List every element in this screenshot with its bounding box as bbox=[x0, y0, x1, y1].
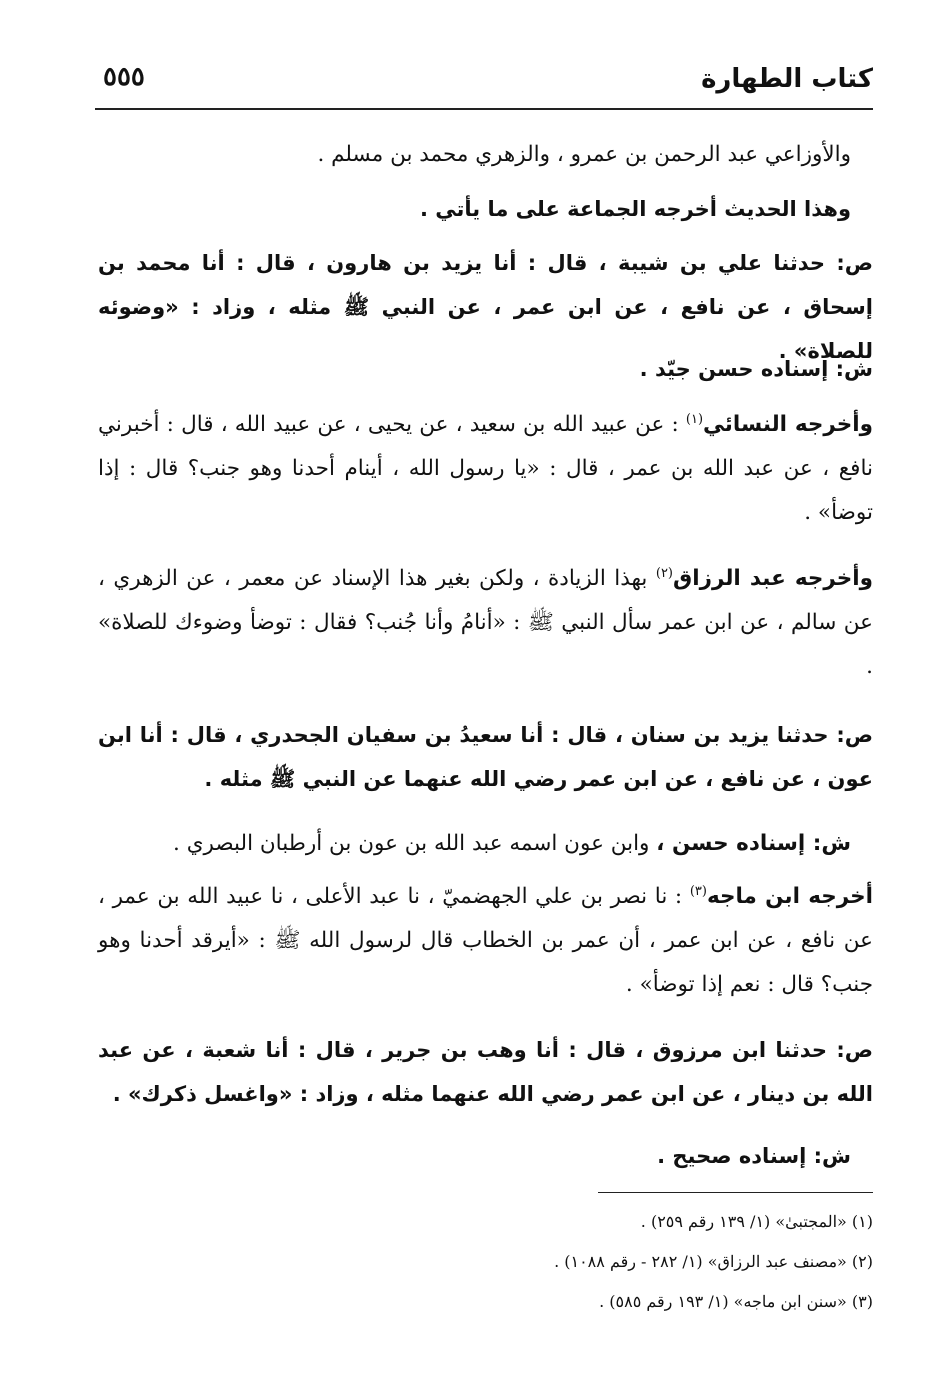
footnote-1: (١) «المجتبىٰ» (١/ ١٣٩ رقم ٢٥٩) . bbox=[640, 1212, 873, 1231]
paragraph-8 bbox=[98, 822, 873, 866]
footnote-separator bbox=[598, 1192, 873, 1193]
running-title: كتاب الطهارة bbox=[701, 64, 873, 94]
paragraph-1-text: والأوزاعي عبد الرحمن بن عمرو ، والزهري محمد بن مسلم . bbox=[317, 142, 851, 167]
paragraph-3-text: ص: حدثنا علي بن شيبة ، قال : أنا يزيد بن هارون ، قال : أنا محمد بن إسحاق ، عن نافع ، عن ابن عمر ، عن النبي ﷺ مثله ، وزاد : «وضوئه للصلاة» . bbox=[98, 251, 873, 363]
footnote-3: (٣) «سنن ابن ماجه» (١/ ١٩٣ رقم ٥٨٥) . bbox=[599, 1292, 873, 1311]
footnote-mark-1: (١) bbox=[685, 411, 704, 427]
paragraph-10-text: ص: حدثنا ابن مرزوق ، قال : أنا وهب بن جرير ، قال : أنا شعبة ، عن عبد الله بن دينار ، عن ابن عمر رضي الله عنهما مثله ، وزاد : «واغسل ذكرك» . bbox=[98, 1038, 873, 1106]
paragraph-4-text: ش: إسناده حسن جيّد . bbox=[639, 357, 873, 381]
page-header bbox=[95, 52, 873, 110]
page-number: ٥٥٥ bbox=[103, 62, 145, 92]
paragraph-7-text: ص: حدثنا يزيد بن سنان ، قال : أنا سعيدُ بن سفيان الجحدري ، قال : أنا ابن عون ، عن نافع ، عن ابن عمر رضي الله عنهما عن النبي ﷺ مثله . bbox=[98, 723, 873, 791]
paragraph-10 bbox=[98, 1028, 873, 1116]
paragraph-9-lead: أخرجه ابن ماجه bbox=[706, 884, 873, 909]
header-rule bbox=[95, 108, 873, 110]
paragraph-1 bbox=[98, 133, 873, 177]
paragraph-4 bbox=[98, 347, 873, 391]
paragraph-8-lead: ش: إسناده حسن ، bbox=[656, 831, 851, 856]
paragraph-6-lead: وأخرجه عبد الرزاق bbox=[673, 566, 873, 591]
paragraph-5-lead: وأخرجه النسائي bbox=[703, 412, 873, 437]
paragraph-5 bbox=[98, 403, 873, 535]
footnote-2: (٢) «مصنف عبد الرزاق» (١/ ٢٨٢ - رقم ١٠٨٨) . bbox=[554, 1252, 873, 1271]
paragraph-5-text: : عن عبيد الله بن سعيد ، عن يحيى ، عن عبيد الله ، قال : أخبرني نافع ، عن عبد الله بن عمر ، قال : «يا رسول الله ، أينام أحدنا وهو جنب؟ قال : إذا توضأ» . bbox=[98, 412, 873, 525]
footnote-mark-3: (٣) bbox=[689, 883, 707, 899]
paragraph-11-text: ش: إسناده صحيح . bbox=[657, 1144, 851, 1168]
paragraph-6 bbox=[98, 557, 873, 689]
paragraph-8-text: وابن عون اسمه عبد الله بن عون بن أرطبان البصري . bbox=[173, 831, 650, 856]
footnote-mark-2: (٢) bbox=[655, 565, 673, 581]
paragraph-6-text: بهذا الزيادة ، ولكن بغير هذا الإسناد عن معمر ، عن الزهري ، عن سالم ، عن ابن عمر سأل النبي ﷺ : «أنامُ وأنا جُنب؟ فقال : توضأ وضوءك للصلاة» . bbox=[98, 566, 873, 679]
paragraph-7 bbox=[98, 713, 873, 801]
paragraph-2-text: وهذا الحديث أخرجه الجماعة على ما يأتي . bbox=[419, 197, 851, 221]
paragraph-11 bbox=[98, 1134, 873, 1178]
paragraph-9 bbox=[98, 875, 873, 1007]
paragraph-2 bbox=[98, 187, 873, 231]
paragraph-9-text: : نا نصر بن علي الجهضميّ ، نا عبد الأعلى ، نا عبيد الله بن عمر ، عن نافع ، عن ابن عمر ، أن عمر بن الخطاب قال لرسول الله ﷺ : «أيرقد أحدنا وهو جنب؟ قال : نعم إذا توضأ» . bbox=[98, 884, 873, 997]
